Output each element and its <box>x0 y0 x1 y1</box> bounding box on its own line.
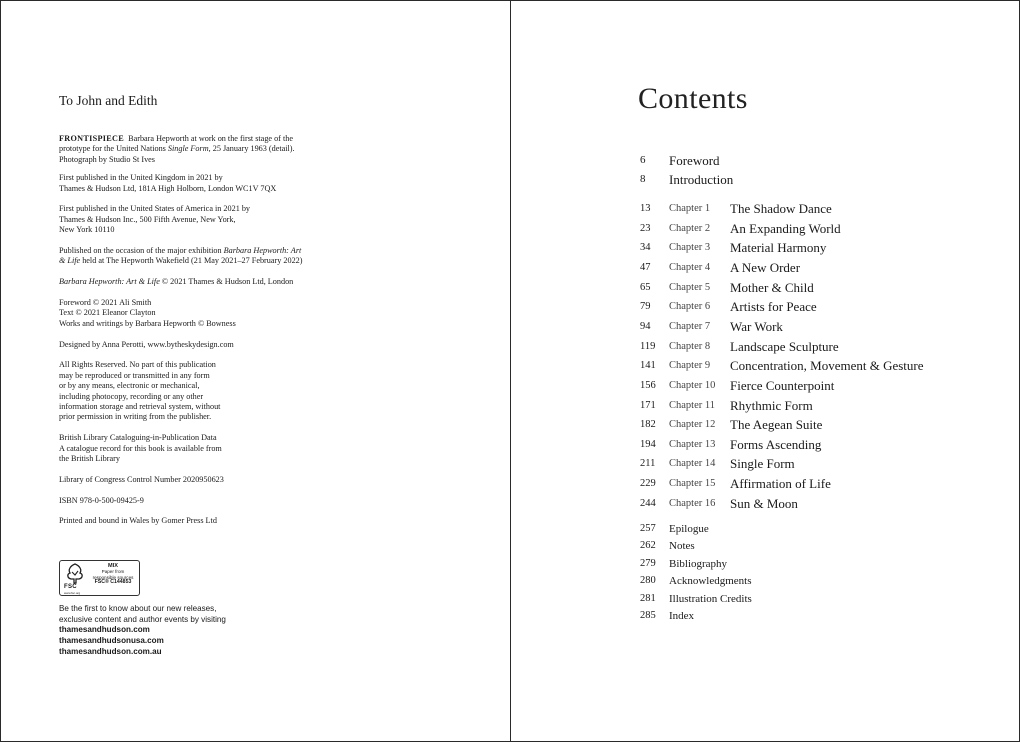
toc-page-number: 47 <box>640 261 651 273</box>
toc-page-number: 13 <box>640 203 651 214</box>
fsc-logo-label: FSC <box>64 584 77 590</box>
toc-page-number: 229 <box>640 478 656 490</box>
toc-chapter-label: Chapter 13 <box>669 438 716 450</box>
toc-entry-title: Illustration Credits <box>669 592 752 605</box>
toc-page-number: 94 <box>640 320 651 332</box>
toc-chapter-label: Chapter 6 <box>669 301 711 313</box>
copyright-title <box>59 277 309 287</box>
toc-chapter-title: War Work <box>730 318 783 334</box>
frontispiece-italic: Single Form <box>167 144 209 154</box>
toc-chapter-label: Chapter 8 <box>669 340 711 352</box>
toc-chapter-title: Artists for Peace <box>730 299 817 315</box>
toc-chapter-title: Affirmation of Life <box>730 476 831 492</box>
promo-url-au: thamesandhudson.com.au <box>59 646 162 656</box>
toc-chapter-label: Chapter 12 <box>669 419 716 431</box>
toc-page-number: 194 <box>640 438 656 450</box>
toc-page-number: 281 <box>640 592 656 604</box>
frontispiece-label: FRONTISPIECE <box>59 134 125 143</box>
toc-chapter-title: Rhythmic Form <box>730 397 813 413</box>
toc-page-number: 79 <box>640 301 651 313</box>
toc-chapter-title: Forms Ascending <box>730 436 822 452</box>
toc-page-number: 6 <box>640 154 646 166</box>
toc-chapter-title: Single Form <box>730 456 795 472</box>
toc-chapter-title: Concentration, Movement & Gesture <box>730 358 924 374</box>
toc-page-number: 65 <box>640 281 651 293</box>
toc-page-number: 141 <box>640 360 656 372</box>
fsc-url: www.fsc.org <box>64 591 81 595</box>
fsc-logo <box>59 560 140 596</box>
toc-chapter-title: The Aegean Suite <box>730 417 823 433</box>
loc-number: Library of Congress Control Number 2020950623 <box>59 474 224 484</box>
toc-chapter-title: Mother & Child <box>730 279 814 295</box>
toc-chapter-label: Chapter 16 <box>669 497 716 509</box>
toc-chapter-label: Chapter 14 <box>669 458 716 470</box>
toc-entry-title: Foreword <box>669 153 720 168</box>
fsc-text <box>88 564 138 586</box>
promo-url-usa: thamesandhudsonusa.com <box>59 636 164 646</box>
first-published-uk: First published in the United Kingdom in 2021 by Thames & Hudson Ltd, 181A High Holborn, London WC1V 7QX <box>59 173 277 193</box>
toc-chapter-label: Chapter 3 <box>669 242 711 254</box>
frontispiece-text-b: , 25 January 1963 (detail). Photograph by Studio St Ives <box>59 144 295 164</box>
first-published-us: First published in the United States of America in 2021 by Thames & Hudson Inc., 500 Fifth Avenue, New York, New York 10110 <box>59 204 251 235</box>
promo-line1: Be the first to know about our new releases, <box>59 604 217 613</box>
printed-by: Printed and bound in Wales by Gomer Press Ltd <box>59 516 217 526</box>
toc-chapter-label: Chapter 15 <box>669 478 716 490</box>
copyright-title-text: © 2021 Thames & Hudson Ltd, London <box>159 277 294 287</box>
copyright-title-italic: Barbara Hepworth: Art & Life <box>59 277 160 287</box>
designed-by: Designed by Anna Perotti, www.bytheskydesign.com <box>59 339 234 349</box>
toc-page-number: 257 <box>640 523 656 534</box>
contents-title: Contents <box>638 82 748 115</box>
exhibition-note <box>59 246 309 267</box>
toc-chapter-label: Chapter 5 <box>669 281 711 293</box>
toc-page-number: 8 <box>640 173 646 185</box>
toc-page-number: 285 <box>640 610 656 621</box>
toc-entry-title: Acknowledgments <box>669 575 752 588</box>
fsc-line2: responsible sources <box>92 574 134 580</box>
toc-entry-title: Epilogue <box>669 523 709 535</box>
exhibition-text-b: held at The Hepworth Wakefield (21 May 2021–27 February 2022) <box>80 256 303 266</box>
fsc-line1: Paper from <box>101 569 125 575</box>
toc-chapter-title: The Shadow Dance <box>730 201 832 216</box>
dedication: To John and Edith <box>59 93 158 108</box>
exhibition-italic: Barbara Hepworth: Art & Life <box>59 246 302 266</box>
toc-chapter-label: Chapter 9 <box>669 360 711 372</box>
toc-page-number: 156 <box>640 379 656 391</box>
toc-chapter-title: A New Order <box>730 259 801 275</box>
toc-chapter-title: Material Harmony <box>730 240 827 256</box>
cip-data: British Library Cataloguing-in-Publication Data A catalogue record for this book is available from the British Library <box>59 433 222 464</box>
toc-entry-title: Bibliography <box>669 557 728 570</box>
toc-entry-title: Index <box>669 610 695 622</box>
toc-page-number: 280 <box>640 575 656 587</box>
toc-entry-title: Notes <box>669 540 695 553</box>
toc-page-number: 119 <box>640 340 656 352</box>
toc-chapter-label: Chapter 1 <box>669 203 711 214</box>
fsc-tree-icon <box>63 563 87 585</box>
toc-page-number: 279 <box>640 557 656 569</box>
toc-page-number: 182 <box>640 419 656 431</box>
fsc-mix: MIX <box>108 563 118 569</box>
exhibition-text-a: Published on the occasion of the major exhibition <box>59 246 224 256</box>
toc-page-number: 262 <box>640 540 656 552</box>
toc-chapter-label: Chapter 2 <box>669 222 711 234</box>
toc-chapter-title: Landscape Sculpture <box>730 338 839 354</box>
toc-page-number: 23 <box>640 222 651 234</box>
promo-block <box>59 604 319 658</box>
toc-chapter-label: Chapter 10 <box>669 379 716 391</box>
promo-url-com: thamesandhudson.com <box>59 625 150 635</box>
credits: Foreword © 2021 Ali Smith Text © 2021 Eleanor Clayton Works and writings by Barbara Hepworth © Bowness <box>59 298 236 328</box>
promo-line2: exclusive content and author events by visiting <box>59 614 226 624</box>
toc-page-number: 171 <box>640 399 656 411</box>
toc-entry-title: Introduction <box>669 172 734 187</box>
isbn: ISBN 978-0-500-09425-9 <box>59 495 144 505</box>
frontispiece-text-a: Barbara Hepworth at work on the first stage of the prototype for the United Nations <box>59 134 293 154</box>
toc-chapter-title: Sun & Moon <box>730 495 798 511</box>
toc-chapter-title: Fierce Counterpoint <box>730 377 835 393</box>
rights-statement: All Rights Reserved. No part of this publication may be reproduced or transmitted in any form or by any means, electronic or mechanical, including photocopy, recording or any other information storage and retrieval system, without prior permission in writing from the publisher. <box>59 360 221 422</box>
fsc-code: FSC® C144853 <box>94 579 132 586</box>
copyright-block <box>59 134 309 537</box>
toc-page-number: 34 <box>640 242 651 254</box>
toc-chapter-label: Chapter 11 <box>669 399 715 411</box>
toc-chapter-title: An Expanding World <box>730 220 841 236</box>
toc-page-number: 244 <box>640 497 656 509</box>
toc-chapter-label: Chapter 4 <box>669 261 711 273</box>
frontispiece-caption <box>59 134 309 165</box>
toc-page-number: 211 <box>640 458 656 470</box>
toc-chapter-label: Chapter 7 <box>669 320 711 332</box>
